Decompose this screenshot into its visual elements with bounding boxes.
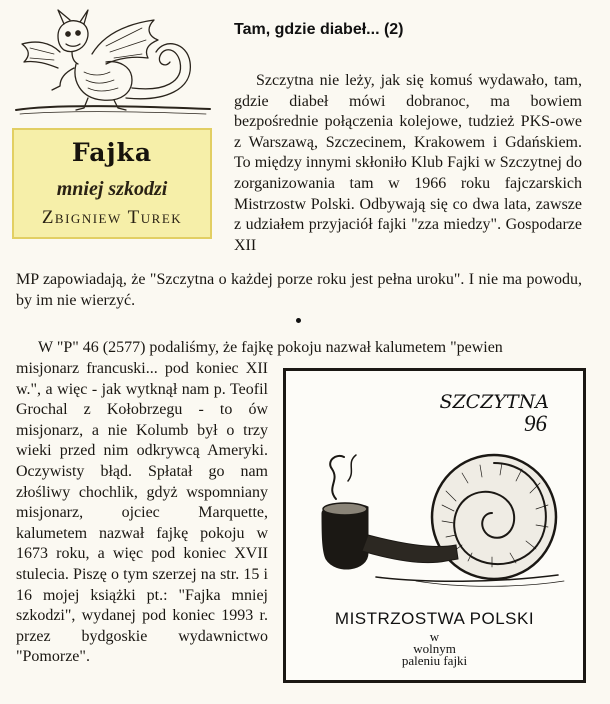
championship-stamp (283, 368, 586, 683)
stamp-city: SZCZYTNA (439, 391, 549, 413)
stamp-caption: MISTRZOSTWA POLSKI (334, 609, 535, 628)
book-subtitle: mniej szkodzi (56, 178, 168, 200)
article-paragraph-2-top: W "P" 46 (2577) podaliśmy, że fajkę pokoju nazwał kalumetem "pewien (38, 339, 503, 356)
book-author: Zbigniew Turek (41, 207, 183, 228)
stamp-subcaption (286, 631, 583, 667)
dragon-illustration (14, 6, 212, 122)
stamp-sub-line1: wolnym (413, 641, 456, 656)
article-paragraph-1-bottom: MP zapowiadają, że "Szczytna o każdej porze roku jest pełna uroku". I nie ma powodu, by im nie wierzyć. (16, 271, 582, 309)
section-separator-bullet (296, 318, 301, 323)
book-title-box (12, 128, 212, 239)
stamp-sub-line2: paleniu fajki (401, 653, 468, 668)
article-paragraph-2-column: misjonarz francuski... pod koniec XII w.", a więc - jak wytknął nam p. Teofil Grochal z Kołobrzegu - to ów misjonarz, a nie Kolumb był o trzy wieki przed nim odkrywcą Ameryki. Oczywisty błąd. Spłatał go nam złośliwy chochlik, gdyż wspomniany misjonarz, ojciec Marquette, kalumetem nazwał fajkę pokoju w 1673 roku, a więc pod koniec XVII stulecia. Piszę o tym szerzej na str. 15 i 16 mojej książki pt.: "Fajka mniej szkodzi", wydanej pod koniec 1993 r. przez bydgoskie wydawnictwo "Pomorze". (16, 360, 268, 666)
stamp-sub-w: w (429, 629, 440, 644)
article-heading: Tam, gdzie diabeł... (2) (234, 21, 404, 38)
stamp-year: 96 (524, 411, 547, 436)
snail-pipe-illustration (296, 441, 576, 601)
book-title: Fajka (71, 138, 153, 167)
article-paragraph-1-top: Szczytna nie leży, jak się komuś wydawało, tam, gdzie diabeł mówi dobranoc, ma bowiem bezpośrednie połączenia kolejowe, tudzież PKS-owe z Warszawą, Szczecinem, Krakowem i Gdańskiem. To między innymi skłoniło Klub Fajki w Szczytnej do zorganizowania tam w 1966 roku fajczarskich Mistrzostw Polski. Odbywają się co dwa lata, zawsze z udziałem przyjaciół fajki "zza miedzy". Gospodarze XII (234, 72, 582, 254)
